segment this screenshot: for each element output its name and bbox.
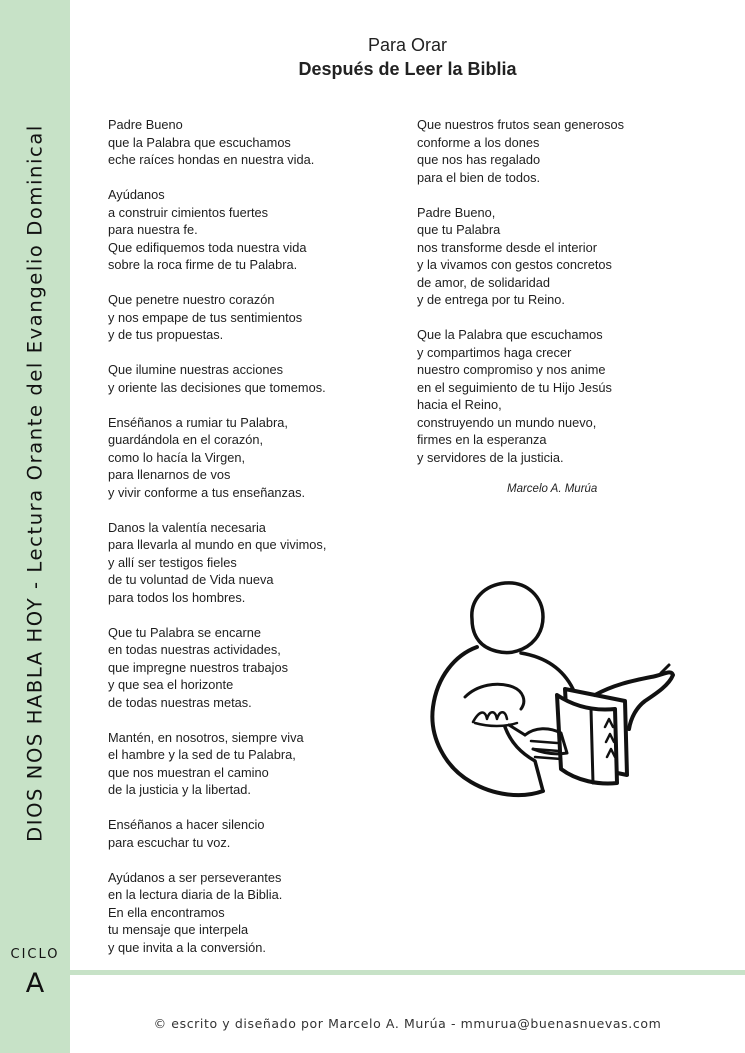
poem-line: el hambre y la sed de tu Palabra, xyxy=(108,747,296,762)
poem-stanza xyxy=(108,816,388,851)
poem-stanza xyxy=(417,116,717,186)
poem-stanza xyxy=(417,204,717,309)
poem-column-right xyxy=(417,116,717,484)
poem-line: de la justicia y la libertad. xyxy=(108,782,251,797)
ciclo-letter: A xyxy=(25,968,45,999)
poem-line: de tu voluntad de Vida nueva xyxy=(108,572,274,587)
poem-stanza xyxy=(108,624,388,712)
poem-line: Que la Palabra que escuchamos xyxy=(417,327,603,342)
poem-line: Ayúdanos a ser perseverantes xyxy=(108,869,282,885)
poem-line: y nos empape de tus sentimientos xyxy=(108,309,303,325)
poem-line: que la Palabra que escuchamos xyxy=(108,134,291,150)
poem-line: Padre Bueno xyxy=(108,117,183,132)
poem-line: a construir cimientos fuertes xyxy=(108,204,269,220)
poem-line: Mantén, en nosotros, siempre viva xyxy=(108,729,304,745)
poem-line: y oriente las decisiones que tomemos. xyxy=(108,379,326,395)
poem-line: nuestro compromiso y nos anime xyxy=(417,362,606,377)
poem-stanza xyxy=(108,414,388,502)
poem-stanza xyxy=(108,116,388,169)
poem-line: para llevarla al mundo en que vivimos, xyxy=(108,537,327,552)
poem-line: Enséñanos a hacer silencio xyxy=(108,817,265,832)
poem-line: y la vivamos con gestos concretos xyxy=(417,257,612,272)
poem-line: para nuestra fe. xyxy=(108,222,198,237)
poem-line: Danos la valentía necesaria xyxy=(108,519,266,535)
poem-line: que nos has regalado xyxy=(417,152,541,167)
poem-line: conforme a los dones xyxy=(417,134,540,150)
poem-line: para todos los hombres. xyxy=(108,589,246,605)
poem-stanza xyxy=(108,729,388,799)
author-signature: Marcelo A. Murúa xyxy=(507,483,598,495)
poem-line: Ayúdanos xyxy=(108,187,165,202)
poem-line: en todas nuestras actividades, xyxy=(108,642,281,657)
poem-stanza xyxy=(108,361,388,396)
poem-line: de amor, de solidaridad xyxy=(417,274,551,290)
poem-line: de todas nuestras metas. xyxy=(108,694,252,710)
poem-line: como lo hacía la Virgen, xyxy=(108,449,246,465)
poem-line: y que sea el horizonte xyxy=(108,677,234,692)
poem-line: y que invita a la conversión. xyxy=(108,939,266,955)
poem-line: guardándola en el corazón, xyxy=(108,432,264,447)
poem-line: eche raíces hondas en nuestra vida. xyxy=(108,152,315,167)
page-header xyxy=(70,34,745,82)
poem-line: que impregne nuestros trabajos xyxy=(108,659,288,675)
poem-line: sobre la roca firme de tu Palabra. xyxy=(108,257,298,272)
poem-line: en el seguimiento de tu Hijo Jesús xyxy=(417,379,612,395)
poem-line: Que tu Palabra se encarne xyxy=(108,624,261,640)
poem-line: Que ilumine nuestras acciones xyxy=(108,362,283,377)
poem-line: en la lectura diaria de la Biblia. xyxy=(108,887,283,902)
poem-stanza xyxy=(417,326,717,466)
poem-line: para llenarnos de vos xyxy=(108,467,231,482)
poem-line: tu mensaje que interpela xyxy=(108,922,249,937)
poem-line: construyendo un mundo nuevo, xyxy=(417,414,597,430)
page-title: Después de Leer la Biblia xyxy=(298,59,517,79)
poem-line: firmes en la esperanza xyxy=(417,432,547,447)
poem-stanza xyxy=(108,291,388,344)
poem-line: nos transforme desde el interior xyxy=(417,239,597,255)
poem-line: Padre Bueno, xyxy=(417,204,496,220)
poem-line: En ella encontramos xyxy=(108,904,225,920)
poem-stanza xyxy=(108,186,388,274)
page-supertitle: Para Orar xyxy=(367,35,448,55)
sidebar xyxy=(0,0,70,1053)
poem-line: y compartimos haga crecer xyxy=(417,344,572,360)
poem-line: y allí ser testigos fieles xyxy=(108,554,237,570)
poem-line: Que nuestros frutos sean generosos xyxy=(417,117,625,132)
footer-credit: © escrito y diseñado por Marcelo A. Murúa - mmurua@buenasnuevas.com xyxy=(153,1016,662,1031)
poem-stanza xyxy=(108,869,388,957)
series-title: DIOS NOS HABLA HOY - Lectura Orante del Evangelio Dominical xyxy=(23,124,47,842)
poem-line: y servidores de la justicia. xyxy=(417,449,564,465)
ciclo-label: CICLO xyxy=(10,947,60,962)
poem-line: hacia el Reino, xyxy=(417,397,502,412)
poem-line: y de tus propuestas. xyxy=(108,327,224,342)
poem-stanza xyxy=(108,519,388,607)
poem-column-left xyxy=(108,116,388,974)
poem-line: Que edifiquemos toda nuestra vida xyxy=(108,239,307,255)
poem-line: y de entrega por tu Reino. xyxy=(417,292,565,307)
poem-line: que nos muestran el camino xyxy=(108,764,269,780)
poem-line: para el bien de todos. xyxy=(417,169,541,185)
poem-line: y vivir conforme a tus enseñanzas. xyxy=(108,484,306,500)
poem-line: Que penetre nuestro corazón xyxy=(108,292,275,307)
person-reading-bible-dove-icon xyxy=(425,577,675,822)
poem-line: para escuchar tu voz. xyxy=(108,834,231,850)
poem-line: que tu Palabra xyxy=(417,222,501,237)
poem-line: Enséñanos a rumiar tu Palabra, xyxy=(108,414,288,430)
